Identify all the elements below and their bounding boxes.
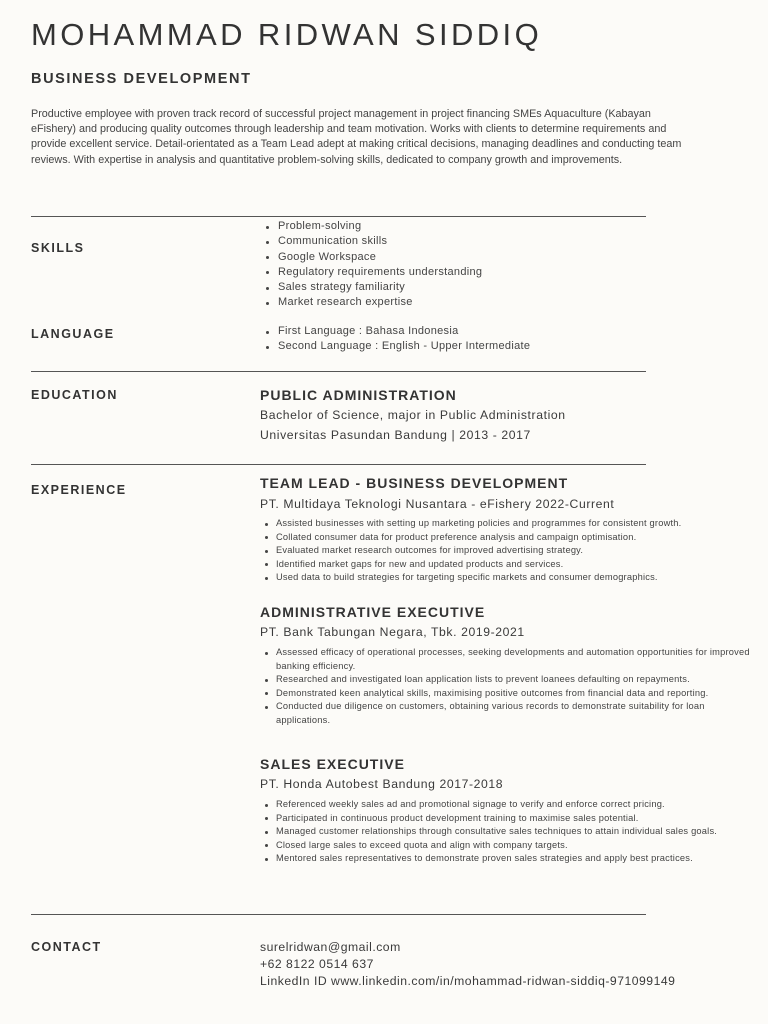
skill-item: Problem-solving <box>278 219 482 234</box>
skill-item: Sales strategy familiarity <box>278 280 482 295</box>
job-company: PT. Multidaya Teknologi Nusantara - eFishery 2022-Current <box>260 497 615 511</box>
education-school: Universitas Pasundan Bandung | 2013 - 2017 <box>260 428 531 442</box>
education-degree: Bachelor of Science, major in Public Administration <box>260 408 566 422</box>
job-duty: Collated consumer data for product preference analysis and campaign optimisation. <box>276 531 754 545</box>
job-duty: Referenced weekly sales ad and promotional signage to verify and enforce correct pricing. <box>276 798 754 812</box>
job-company: PT. Honda Autobest Bandung 2017-2018 <box>260 777 504 791</box>
job-duties-list <box>260 798 754 866</box>
job-duties-list <box>260 646 754 727</box>
job-duty: Evaluated market research outcomes for improved advertising strategy. <box>276 544 754 558</box>
section-divider <box>31 371 646 372</box>
profile-summary: Productive employee with proven track record of successful project management in project financing SMEs Aquaculture (Kabayan eFishery) and producing quality outcomes through leadership and team motivation. Works with clients to determine requirements and provide excellent service. Detail-orientated as a Team Lead adept at making critical decisions, managing deadlines and conducting team reviews. With expertise in analysis and quantitative problem-solving skills, dedicated to company growth and improvements. <box>31 108 682 166</box>
education-heading: EDUCATION <box>31 388 118 402</box>
job-duties-list <box>260 517 754 585</box>
language-item: First Language : Bahasa Indonesia <box>278 324 530 339</box>
language-list <box>260 324 530 355</box>
contact-phone[interactable]: +62 8122 0514 637 <box>260 957 374 971</box>
job-duty: Assisted businesses with setting up marketing policies and programmes for consistent growth. <box>276 517 754 531</box>
section-divider <box>31 464 646 465</box>
skill-item: Market research expertise <box>278 295 482 310</box>
contact-linkedin[interactable]: LinkedIn ID www.linkedin.com/in/mohammad-ridwan-siddiq-971099149 <box>260 974 676 988</box>
job-duty: Managed customer relationships through consultative sales techniques to attain individual sales goals. <box>276 825 754 839</box>
job-title: ADMINISTRATIVE EXECUTIVE <box>260 604 486 620</box>
job-duty: Identified market gaps for new and updated products and services. <box>276 558 754 572</box>
skill-item: Regulatory requirements understanding <box>278 265 482 280</box>
contact-email[interactable]: surelridwan@gmail.com <box>260 940 401 954</box>
job-company: PT. Bank Tabungan Negara, Tbk. 2019-2021 <box>260 625 525 639</box>
job-duty: Used data to build strategies for targeting specific markets and consumer demographics. <box>276 571 754 585</box>
education-title: PUBLIC ADMINISTRATION <box>260 387 457 403</box>
job-duty: Participated in continuous product development training to maximise sales potential. <box>276 812 754 826</box>
skills-list <box>260 219 482 311</box>
job-duty: Demonstrated keen analytical skills, maximising positive outcomes from financial data and reporting. <box>276 687 754 701</box>
job-title: SALES EXECUTIVE <box>260 756 405 772</box>
job-duty: Closed large sales to exceed quota and align with company targets. <box>276 839 754 853</box>
language-heading: LANGUAGE <box>31 327 115 341</box>
section-divider <box>31 216 646 217</box>
skills-heading: SKILLS <box>31 241 85 255</box>
contact-heading: CONTACT <box>31 940 102 954</box>
job-duty: Researched and investigated loan application lists to prevent loanees defaulting on repayments. <box>276 673 754 687</box>
job-role-title: BUSINESS DEVELOPMENT <box>31 71 252 87</box>
section-divider <box>31 914 646 915</box>
job-title: TEAM LEAD - BUSINESS DEVELOPMENT <box>260 475 569 491</box>
skill-item: Google Workspace <box>278 250 482 265</box>
experience-heading: EXPERIENCE <box>31 483 127 497</box>
skill-item: Communication skills <box>278 234 482 249</box>
job-duty: Assessed efficacy of operational processes, seeking developments and automation opportunities for improved banking efficiency. <box>276 646 754 673</box>
candidate-name: MOHAMMAD RIDWAN SIDDIQ <box>31 17 543 52</box>
job-duty: Conducted due diligence on customers, obtaining various records to demonstrate suitability for loan applications. <box>276 700 754 727</box>
job-duty: Mentored sales representatives to demonstrate proven sales strategies and apply best practices. <box>276 852 754 866</box>
language-item: Second Language : English - Upper Intermediate <box>278 339 530 354</box>
